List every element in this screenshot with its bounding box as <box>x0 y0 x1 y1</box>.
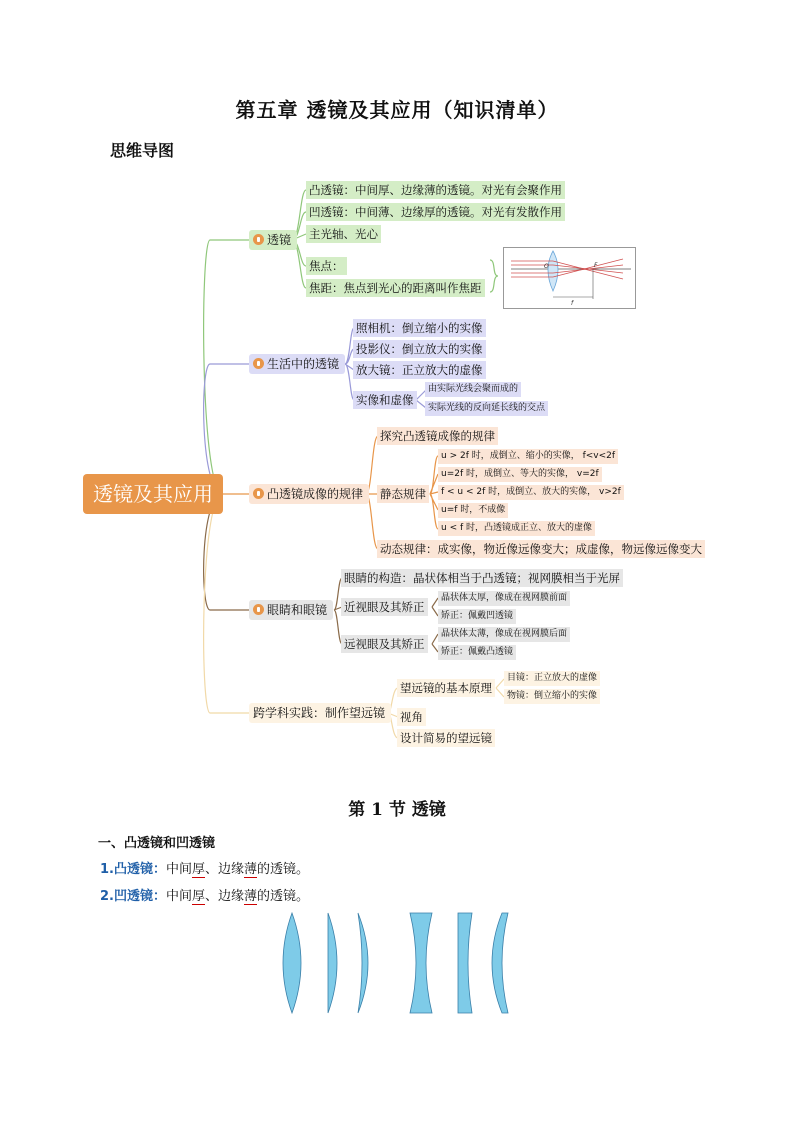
leaf-concave: 凹透镜：中间薄、边缘厚的透镜。对光有发散作用 <box>306 203 565 221</box>
rule-5: u < f 时，凸透镜成正立、放大的虚像 <box>438 521 595 536</box>
plano-convex-lens <box>328 913 337 1013</box>
branch-imaging-rules <box>249 484 369 504</box>
text: 、边缘 <box>205 889 245 904</box>
leaf-hyperopia: 远视眼及其矫正 <box>341 635 428 653</box>
meniscus-concave-lens <box>492 913 508 1013</box>
branch-telescope <box>249 703 391 723</box>
hyperopia-fix: 矫正：佩戴凸透镜 <box>438 645 516 660</box>
branch-lens <box>249 230 297 250</box>
convex-definition <box>100 858 309 877</box>
leaf-eye-structure: 眼睛的构造：晶状体相当于凸透镜；视网膜相当于光屏 <box>341 569 623 587</box>
myopia-cause: 晶状体太厚，像成在视网膜前面 <box>438 591 570 606</box>
section-title: 第 1 节 透镜 <box>348 800 446 820</box>
branch-label: 眼睛和眼镜 <box>267 603 328 617</box>
leaf-dynamic: 动态规律：成实像，物近像远像变大；成虚像，物远像远像变大 <box>377 540 705 558</box>
text: 中间 <box>165 889 192 904</box>
lens-shapes-figure <box>270 905 530 1020</box>
leaf-principle: 望远镜的基本原理 <box>397 679 495 697</box>
biconvex-lens <box>283 913 301 1013</box>
hyperopia-cause: 晶状体太薄，像成在视网膜后面 <box>438 627 570 642</box>
bulb-icon <box>253 234 264 245</box>
bulb-icon <box>253 358 264 369</box>
mindmap-heading: 思维导图 <box>110 141 175 160</box>
text: 的透镜。 <box>257 862 310 877</box>
bulb-icon <box>253 488 264 499</box>
rule-4: u=f 时，不成像 <box>438 503 508 518</box>
lens-focus-figure <box>503 247 636 309</box>
branch-eyes <box>249 600 333 620</box>
mindmap-central-node: 透镜及其应用 <box>83 474 223 514</box>
leaf-design: 设计简易的望远镜 <box>397 729 495 747</box>
branch-label: 跨学科实践：制作望远镜 <box>253 706 386 720</box>
section-heading: 一、凸透镜和凹透镜 <box>98 836 216 851</box>
leaf-view-angle: 视角 <box>397 708 426 726</box>
text: 、边缘 <box>205 862 245 877</box>
leaf-magnifier: 放大镜：正立放大的虚像 <box>353 361 486 379</box>
leaf-myopia: 近视眼及其矫正 <box>341 598 428 616</box>
leaf-virtual-image-desc: 实际光线的反向延长线的交点 <box>425 401 548 416</box>
branch-life-lens <box>249 354 345 374</box>
figure-label-f: F <box>594 262 598 269</box>
page-title: 第五章 透镜及其应用（知识清单） <box>235 98 559 122</box>
concave-definition <box>100 885 309 904</box>
text: 中间 <box>165 862 192 877</box>
text: 的透镜。 <box>257 889 310 904</box>
rule-3: f < u < 2f 时，成倒立、放大的实像， v>2f <box>438 485 624 500</box>
term: 1.凸透镜： <box>100 862 166 877</box>
leaf-camera: 照相机：倒立缩小的实像 <box>353 319 486 337</box>
meniscus-convex-lens <box>358 913 368 1013</box>
myopia-fix: 矫正：佩戴凹透镜 <box>438 609 516 624</box>
term: 2.凹透镜： <box>100 889 166 904</box>
underlined-word: 厚 <box>192 889 206 904</box>
leaf-focus: 焦点： <box>306 257 347 275</box>
branch-label: 生活中的透镜 <box>267 357 340 371</box>
leaf-convex: 凸透镜：中间厚、边缘薄的透镜。对光有会聚作用 <box>306 181 565 199</box>
underlined-word: 薄 <box>244 862 258 877</box>
leaf-focal-length: 焦距：焦点到光心的距离叫作焦距 <box>306 279 485 297</box>
leaf-projector: 投影仪：倒立放大的实像 <box>353 340 486 358</box>
leaf-axis: 主光轴、光心 <box>306 225 381 243</box>
leaf-explore: 探究凸透镜成像的规律 <box>377 427 498 445</box>
rule-1: u > 2f 时，成倒立、缩小的实像， f<v<2f <box>438 449 618 464</box>
figure-label-focal: f <box>571 300 574 307</box>
branch-label: 透镜 <box>267 233 292 247</box>
figure-label-o: O <box>544 263 549 270</box>
eyepiece: 目镜：正立放大的虚像 <box>504 671 600 686</box>
objective: 物镜：倒立缩小的实像 <box>504 689 600 704</box>
rule-2: u=2f 时，成倒立、等大的实像， v=2f <box>438 467 602 482</box>
leaf-real-virtual: 实像和虚像 <box>353 391 417 409</box>
bulb-icon <box>253 604 264 615</box>
branch-label: 凸透镜成像的规律 <box>267 487 364 501</box>
leaf-real-image-desc: 由实际光线会聚而成的 <box>425 382 521 397</box>
underlined-word: 厚 <box>192 862 206 877</box>
biconcave-lens <box>410 913 432 1013</box>
plano-concave-lens <box>458 913 472 1013</box>
leaf-static: 静态规律 <box>377 485 429 503</box>
underlined-word: 薄 <box>244 889 258 904</box>
